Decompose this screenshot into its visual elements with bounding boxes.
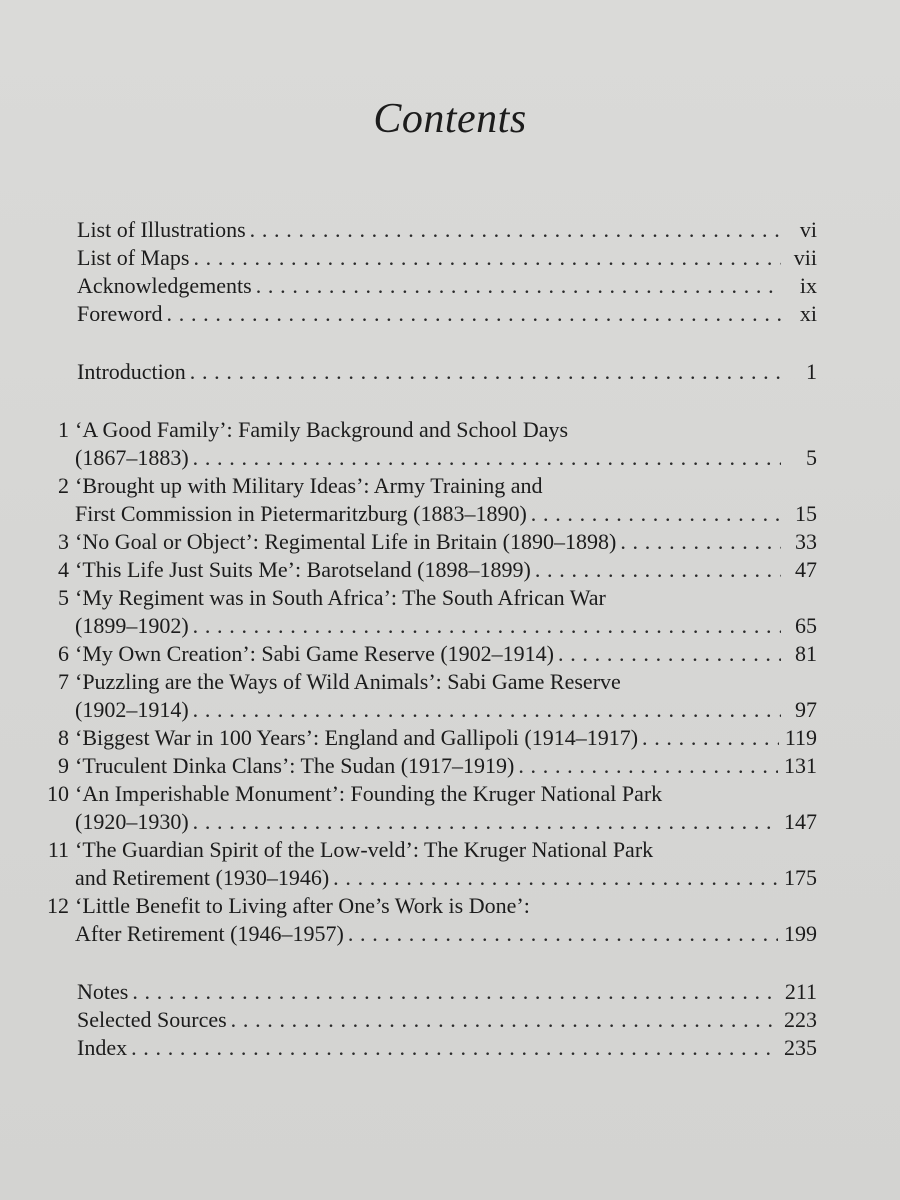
- dot-leader: [620, 528, 781, 556]
- toc-page-number: 15: [795, 501, 817, 526]
- dot-leader: [167, 300, 781, 328]
- dot-leader: [193, 808, 778, 836]
- chapter-number: 7: [58, 669, 69, 694]
- chapter-title-line1: ‘This Life Just Suits Me’: Barotseland (1898–1899): [75, 557, 531, 582]
- chapter-title-line1: ‘Biggest War in 100 Years’: England and Gallipoli (1914–1917): [75, 725, 639, 750]
- toc-label: Index: [77, 1035, 128, 1060]
- chapter-title-line1: ‘My Own Creation’: Sabi Game Reserve (1902–1914): [75, 641, 555, 666]
- chapter-title-line1: ‘Truculent Dinka Clans’: The Sudan (1917–1919): [75, 753, 515, 778]
- toc-page-number: xi: [799, 301, 817, 326]
- chapter-number: 6: [58, 641, 69, 666]
- chapter-title-line2: First Commission in Pietermaritzburg (1883–1890): [75, 501, 527, 526]
- dot-leader: [250, 216, 781, 244]
- dot-leader: [131, 1034, 778, 1062]
- page-title: Contents: [373, 96, 527, 142]
- chapter-title-line2: and Retirement (1930–1946): [75, 865, 330, 890]
- toc-entry-index[interactable]: [77, 1034, 817, 1062]
- dot-leader: [333, 864, 778, 892]
- dot-leader: [190, 358, 781, 386]
- toc-page-number: vii: [793, 245, 817, 270]
- toc-chapter-1[interactable]: [58, 416, 817, 472]
- chapter-title-line2: (1902–1914): [75, 697, 189, 722]
- toc-entry-illustrations[interactable]: [77, 216, 817, 244]
- chapter-number: 9: [58, 753, 69, 778]
- chapter-title-line1: ‘No Goal or Object’: Regimental Life in Britain (1890–1898): [75, 529, 617, 554]
- dot-leader: [132, 978, 778, 1006]
- chapter-title-line2: (1920–1930): [75, 809, 189, 834]
- toc-page-number: 47: [795, 557, 817, 582]
- toc-page-number: 97: [795, 697, 817, 722]
- dot-leader: [518, 752, 778, 780]
- dot-leader: [193, 444, 781, 472]
- toc-chapter-3[interactable]: [58, 528, 817, 556]
- toc-entry-acknowledgements[interactable]: [77, 272, 817, 300]
- chapter-title-line1: ‘Puzzling are the Ways of Wild Animals’: Sabi Game Reserve: [75, 669, 621, 694]
- toc-label: Selected Sources: [77, 1007, 227, 1032]
- toc-entry-introduction[interactable]: [77, 358, 817, 386]
- dot-leader: [535, 556, 781, 584]
- chapter-number: 10: [47, 781, 69, 806]
- chapter-number: 11: [47, 837, 69, 862]
- toc-page-number: 199: [784, 921, 817, 946]
- dot-leader: [193, 612, 781, 640]
- toc-page-number: vi: [799, 217, 817, 242]
- toc-label: List of Maps: [77, 245, 190, 270]
- chapter-title-line1: ‘An Imperishable Monument’: Founding the Kruger National Park: [75, 781, 663, 806]
- toc-chapter-5[interactable]: [58, 584, 817, 640]
- toc-page-number: 175: [784, 865, 817, 890]
- toc-chapter-12[interactable]: [47, 892, 817, 948]
- toc-chapter-9[interactable]: [58, 752, 817, 780]
- toc-page-number: 131: [784, 753, 817, 778]
- toc-page-number: 1: [806, 359, 817, 384]
- dot-leader: [558, 640, 781, 668]
- toc-page-number: 235: [784, 1035, 817, 1060]
- chapter-number: 2: [58, 473, 69, 498]
- chapter-title-line2: (1899–1902): [75, 613, 189, 638]
- toc-chapter-2[interactable]: [58, 472, 817, 528]
- chapter-number: 5: [58, 585, 69, 610]
- chapter-title-line1: ‘Little Benefit to Living after One’s Work is Done’:: [75, 893, 530, 918]
- toc-entry-selected-sources[interactable]: [77, 1006, 817, 1034]
- dot-leader: [193, 244, 781, 272]
- toc-chapter-4[interactable]: [58, 556, 817, 584]
- chapter-title-line1: ‘My Regiment was in South Africa’: The South African War: [75, 585, 606, 610]
- chapter-title-line1: ‘A Good Family’: Family Background and School Days: [75, 417, 569, 442]
- toc-page-number: 5: [806, 445, 817, 470]
- chapter-number: 3: [58, 529, 69, 554]
- toc-page-number: ix: [799, 273, 817, 298]
- toc-page-number: 211: [784, 979, 817, 1004]
- toc-page-number: 33: [795, 529, 817, 554]
- dot-leader: [231, 1006, 778, 1034]
- toc-chapter-7[interactable]: [58, 668, 817, 724]
- toc-label: Foreword: [77, 301, 163, 326]
- toc-chapter-6[interactable]: [58, 640, 817, 668]
- toc-chapter-11[interactable]: [47, 836, 817, 892]
- dot-leader: [642, 724, 779, 752]
- chapter-title-line2: (1867–1883): [75, 445, 189, 470]
- dot-leader: [531, 500, 781, 528]
- toc-label: Acknowledgements: [77, 273, 252, 298]
- toc-label: Notes: [77, 979, 129, 1004]
- toc-chapter-8[interactable]: [58, 724, 817, 752]
- chapter-number: 8: [58, 725, 69, 750]
- chapter-number: 1: [58, 417, 69, 442]
- toc-entry-foreword[interactable]: [77, 300, 817, 328]
- toc-label: List of Illustrations: [77, 217, 246, 242]
- dot-leader: [348, 920, 778, 948]
- toc-page-number: 147: [784, 809, 817, 834]
- chapter-number: 4: [58, 557, 69, 582]
- toc-chapter-10[interactable]: [47, 780, 817, 836]
- chapter-number: 12: [47, 893, 69, 918]
- toc-page-number: 81: [795, 641, 817, 666]
- toc-entry-notes[interactable]: [77, 978, 817, 1006]
- toc-page-number: 65: [795, 613, 817, 638]
- toc-page-number: 119: [784, 725, 817, 750]
- toc-entry-maps[interactable]: [77, 244, 817, 272]
- chapter-title-line2: After Retirement (1946–1957): [75, 921, 344, 946]
- chapter-title-line1: ‘The Guardian Spirit of the Low-veld’: The Kruger National Park: [75, 837, 654, 862]
- dot-leader: [193, 696, 781, 724]
- dot-leader: [256, 272, 781, 300]
- toc-label: Introduction: [77, 359, 186, 384]
- toc-page-number: 223: [784, 1007, 817, 1032]
- chapter-title-line1: ‘Brought up with Military Ideas’: Army Training and: [75, 473, 543, 498]
